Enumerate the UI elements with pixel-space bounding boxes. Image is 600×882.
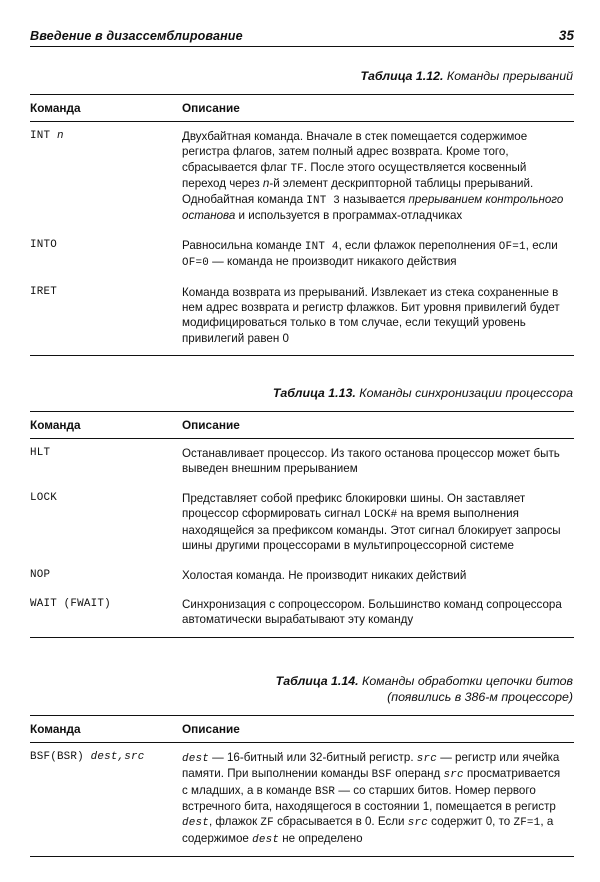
table-block — [30, 69, 574, 356]
table-caption-number: Таблица 1.13. — [272, 386, 356, 401]
text-run: называется — [339, 192, 409, 206]
command-cell — [30, 231, 180, 278]
table-head — [30, 94, 574, 121]
text-run: Останавливает процессор. Из такого останова процессор может быть выведен внешним прерыванием — [182, 447, 560, 476]
text-run: INT 3 — [306, 194, 340, 207]
text-run: содержит 0, то — [427, 815, 514, 829]
text-run: — регистр или ячейка памяти. При выполнении команды — [182, 750, 560, 780]
text-run: — команда не производит никакого действия — [208, 255, 457, 268]
text-run: Команда возврата из прерываний. Извлекает из стека сохраненные в нем адрес возврата и регистр флажков. Бит уровня привилегий будет модифицироваться только в том случае, если текущий уровень привилегий равен 0 — [182, 285, 560, 345]
text-run: , если — [525, 238, 558, 252]
table-row — [30, 590, 574, 637]
text-run: просматривается с младших, а в команде — [182, 767, 561, 797]
table-caption-text: Команды синхронизации процессора — [355, 386, 573, 401]
table-row — [30, 278, 574, 356]
text-run: src — [407, 817, 428, 830]
table-row — [30, 439, 574, 484]
column-header-command: Команда — [30, 94, 180, 121]
text-run: сбрасывается в 0. Если — [273, 815, 408, 829]
text-run: LOCK# — [363, 509, 398, 522]
text-run: NOP — [30, 568, 51, 581]
text-run: n — [56, 129, 64, 142]
text-run: . После этого осуществляется косвенный переход через — [182, 160, 527, 191]
text-run: операнд — [391, 767, 444, 780]
table-row — [30, 742, 574, 857]
text-run: и используется в программах-отладчиках — [235, 209, 463, 223]
text-run: , а содержимое — [182, 815, 554, 845]
text-run: — 16-битный или 32-битный регистр. — [208, 750, 417, 764]
table-header-row — [30, 412, 574, 439]
tables-container — [30, 69, 574, 857]
text-run: BSR — [314, 785, 336, 798]
text-run: Холостая команда. Не производит никаких действий — [182, 568, 467, 582]
text-run: на время выполнения находящейся за префиксом команды. Этот сигнал блокирует запросы шины другими процессорами в мультипроцессорной системе — [182, 507, 561, 553]
column-header-command: Команда — [30, 412, 180, 439]
description-cell — [180, 121, 574, 230]
text-run: Равносильна команде — [182, 238, 305, 252]
table-body — [30, 439, 574, 638]
table-caption-subtitle: (появились в 386-м процессоре) — [387, 689, 573, 704]
description-cell — [180, 484, 574, 561]
text-run: — со старших битов. Номер первого встречного бита, находящегося в состоянии 1, помещается в регистр — [182, 783, 556, 813]
page-number: 35 — [558, 28, 574, 43]
table-header-row — [30, 94, 574, 121]
table-caption-number: Таблица 1.14. — [275, 673, 359, 688]
column-header-description: Описание — [180, 412, 574, 439]
table-caption-text: Команды прерываний — [443, 69, 573, 83]
description-cell — [180, 231, 574, 278]
text-run: INTO — [30, 238, 57, 251]
text-run: dest — [182, 752, 209, 765]
table-head — [30, 715, 574, 742]
description-cell — [180, 278, 574, 356]
text-run: Представляет собой префикс блокировки шины. Он заставляет процессор сформировать сигнал — [182, 491, 526, 521]
command-cell — [30, 121, 180, 230]
text-run: src — [416, 752, 437, 765]
command-cell — [30, 439, 180, 484]
data-table — [30, 715, 574, 858]
text-run: , флажок — [208, 815, 261, 829]
table-caption — [30, 674, 573, 706]
description-cell — [180, 561, 574, 590]
text-run: Двухбайтная команда. Вначале в стек помещается содержимое регистра флагов, затем полный адрес возврата. Кроме того, сбрасывается флаг — [182, 129, 528, 174]
description-cell — [180, 742, 574, 857]
column-header-description: Описание — [180, 715, 574, 742]
text-run: -й элемент дескрипторной таблицы прерываний. Однобайтная команда — [182, 177, 534, 206]
text-run: dest — [252, 833, 280, 846]
description-cell — [180, 439, 574, 484]
text-run: IRET — [30, 285, 57, 298]
command-cell — [30, 484, 180, 561]
column-header-command: Команда — [30, 715, 180, 742]
command-cell — [30, 278, 180, 356]
text-run: WAIT (FWAIT) — [30, 597, 111, 610]
table-caption-text: Команды обработки цепочки битов — [358, 673, 573, 688]
text-run: n — [262, 177, 270, 191]
table-caption — [30, 69, 573, 85]
text-run: прерыванием контрольного останова — [182, 192, 564, 223]
column-header-description: Описание — [180, 94, 574, 121]
text-run: INT — [30, 129, 57, 142]
text-run: OF=1 — [498, 240, 526, 253]
text-run: ZF — [260, 817, 274, 830]
data-table — [30, 411, 574, 638]
table-block — [30, 386, 574, 638]
text-run: , если флажок переполнения — [338, 238, 499, 252]
running-head — [30, 28, 574, 47]
running-head-title: Введение в дизассемблирование — [30, 29, 243, 43]
table-header-row — [30, 715, 574, 742]
table-body — [30, 742, 574, 857]
text-run: dest,src — [90, 750, 145, 763]
text-run: LOCK — [30, 491, 57, 504]
table-row — [30, 561, 574, 590]
text-run: BSF — [371, 769, 392, 781]
table-caption-number: Таблица 1.12. — [360, 69, 444, 83]
table-row — [30, 484, 574, 561]
table-row — [30, 121, 574, 230]
text-run: HLT — [30, 447, 51, 459]
text-run: BSF(BSR) — [30, 750, 91, 763]
text-run: не определено — [279, 831, 363, 845]
text-run: TF — [290, 162, 304, 175]
text-run: OF=0 — [182, 257, 209, 269]
text-run: ZF=1 — [513, 817, 541, 830]
table-body — [30, 121, 574, 355]
text-run: Синхронизация с сопроцессором. Большинство команд сопроцессора автоматически вырабатывают эту команду — [182, 597, 562, 627]
command-cell — [30, 561, 180, 590]
text-run: INT 4 — [304, 240, 339, 253]
table-caption — [30, 386, 573, 402]
table-row — [30, 231, 574, 278]
table-head — [30, 412, 574, 439]
data-table — [30, 94, 574, 356]
table-block — [30, 674, 574, 858]
text-run: src — [443, 769, 464, 781]
description-cell — [180, 590, 574, 637]
command-cell — [30, 742, 180, 857]
command-cell — [30, 590, 180, 637]
text-run: dest — [182, 817, 209, 830]
